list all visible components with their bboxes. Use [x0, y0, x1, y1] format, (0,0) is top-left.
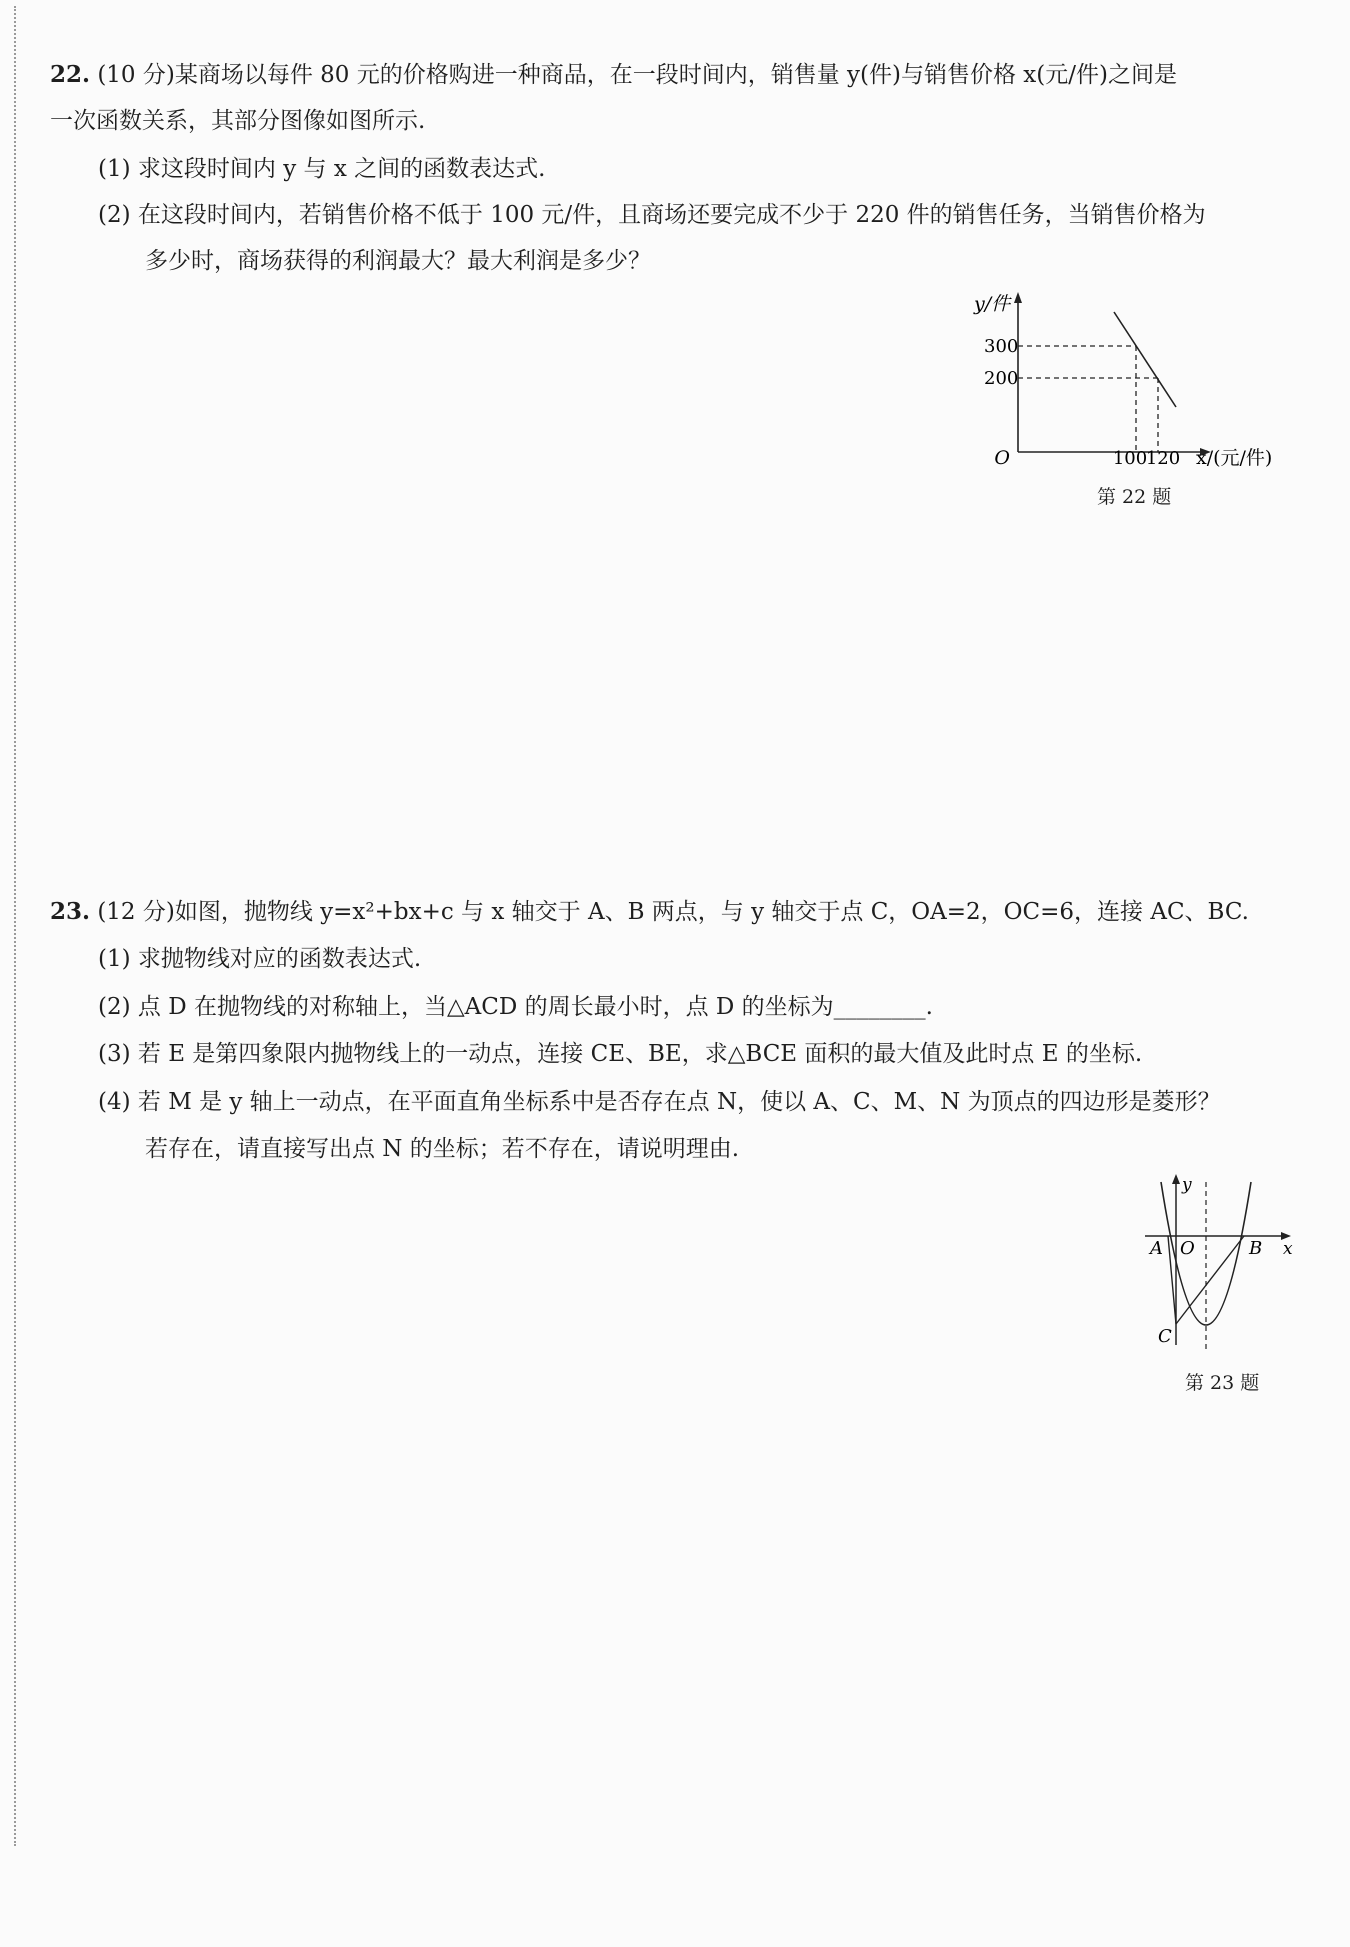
q23-y-label: y	[1182, 1175, 1192, 1195]
q23-part4-line1: (4) 若 M 是 y 轴上一动点，在平面直角坐标系中是否存在点 N，使以 A、C、M、N 为顶点的四边形是菱形？	[98, 1089, 1221, 1115]
margin-dotted-rule	[14, 6, 16, 1846]
q23-y-arrow	[1172, 1174, 1180, 1184]
q23-x-label: x	[1283, 1239, 1293, 1259]
q22-stem-line2: 一次函数关系，其部分图像如图所示.	[50, 108, 426, 134]
q23-stem-text: (12 分)如图，抛物线 y=x²+bx+c 与 x 轴交于 A、B 两点，与 y 轴交于点 C，OA=2，OC=6，连接 AC、BC.	[97, 899, 1249, 925]
q23-number: 23.	[50, 898, 91, 925]
q22-part2-line2: 多少时，商场获得的利润最大？最大利润是多少？	[145, 248, 651, 274]
q22-tick-100: 100	[1112, 448, 1148, 469]
q23-segment-AC	[1168, 1236, 1176, 1324]
q23-point-A: A	[1150, 1238, 1163, 1259]
q22-tick-300: 300	[984, 336, 1019, 357]
q22-y-arrow	[1014, 292, 1022, 303]
q22-tick-200: 200	[984, 368, 1019, 389]
q23-part2: (2) 点 D 在抛物线的对称轴上，当△ACD 的周长最小时，点 D 的坐标为________.	[98, 994, 933, 1020]
q22-function-line	[1114, 312, 1176, 407]
q22-stem-line1	[50, 60, 1177, 90]
q23-part4-line2: 若存在，请直接写出点 N 的坐标；若不存在，请说明理由.	[145, 1136, 740, 1162]
q23-stem-line1	[50, 897, 1249, 927]
q23-figure	[1135, 1170, 1305, 1355]
q23-part3: (3) 若 E 是第四象限内抛物线上的一动点，连接 CE、BE，求△BCE 面积的最大值及此时点 E 的坐标.	[98, 1041, 1143, 1067]
q22-x-label: x/(元/件)	[1196, 447, 1273, 469]
q22-y-label: y/件	[974, 293, 1011, 315]
q22-number: 22.	[50, 61, 91, 88]
q23-figure-caption: 第 23 题	[1185, 1372, 1260, 1394]
q22-origin: O	[994, 447, 1010, 469]
q23-point-C: C	[1158, 1326, 1172, 1347]
q22-figure	[960, 290, 1310, 475]
q23-part1: (1) 求抛物线对应的函数表达式.	[98, 946, 422, 972]
q22-stem-text: (10 分)某商场以每件 80 元的价格购进一种商品，在一段时间内，销售量 y(件)与销售价格 x(元/件)之间是	[97, 62, 1177, 88]
q22-tick-120: 120	[1145, 448, 1181, 469]
q23-point-B: B	[1249, 1238, 1263, 1259]
q22-part1: (1) 求这段时间内 y 与 x 之间的函数表达式.	[98, 156, 546, 182]
q22-figure-caption: 第 22 题	[1097, 486, 1172, 508]
q22-part2-line1: (2) 在这段时间内，若销售价格不低于 100 元/件，且商场还要完成不少于 220 件的销售任务，当销售价格为	[98, 202, 1206, 228]
q23-point-O: O	[1180, 1238, 1195, 1259]
